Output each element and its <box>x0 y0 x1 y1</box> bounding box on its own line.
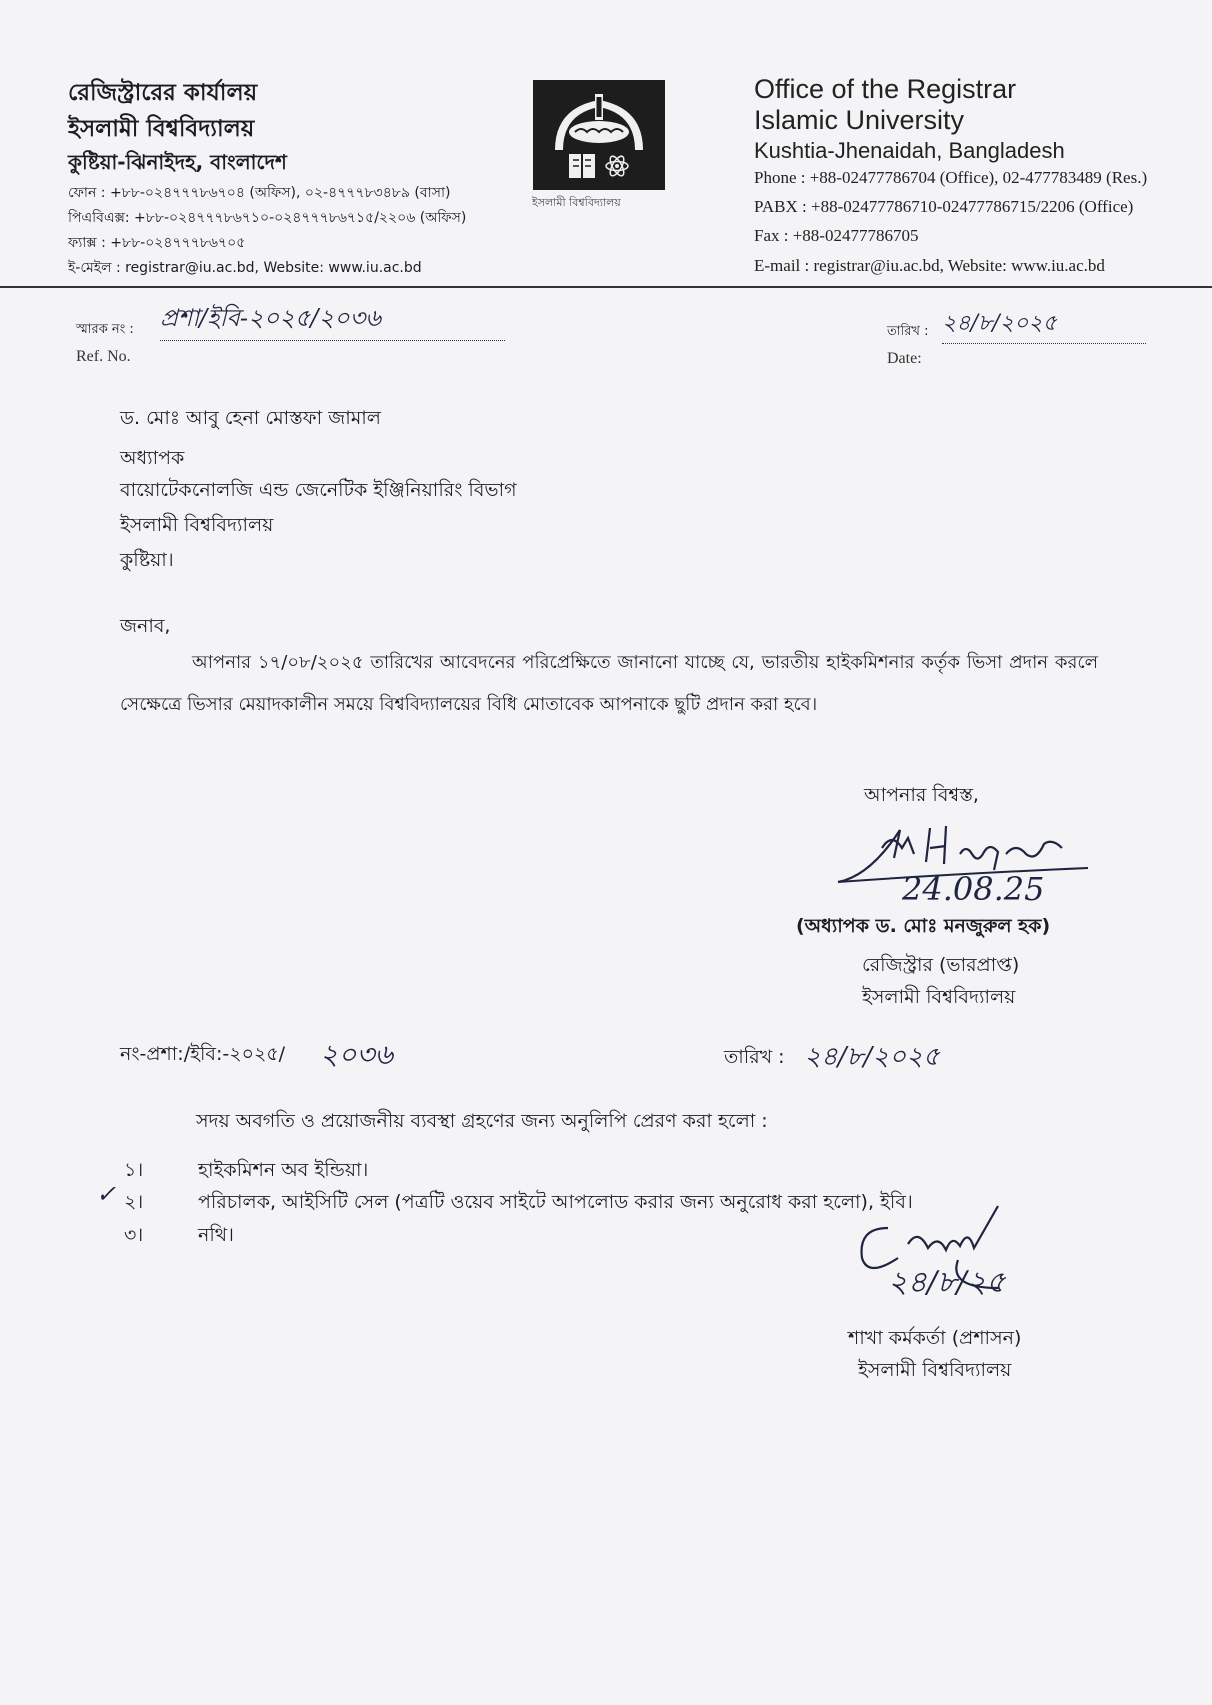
copy-item-text: পরিচালক, আইসিটি সেল (পত্রটি ওয়েব সাইটে আপলোড করার জন্য অনুরোধ করা হলো), ইবি। <box>198 1191 913 1213</box>
copy-date-value: ২৪/৮/২০২৫ <box>804 1042 940 1072</box>
header-en-location: Kushtia-Jhenaidah, Bangladesh <box>754 138 1065 163</box>
header-en-fax: Fax : +88-02477786705 <box>754 226 919 245</box>
date-label-bn: তারিখ : <box>887 324 929 339</box>
header-bn-office: রেজিস্ট্রারের কার্যালয় <box>68 80 258 106</box>
recipient-university: ইসলামী বিশ্ববিদ্যালয় <box>120 514 274 536</box>
recipient-designation: অধ্যাপক <box>120 447 185 469</box>
header-en-phone: Phone : +88-02477786704 (Office), 02-477783489 (Res.) <box>754 168 1148 187</box>
ref-number: প্রশা/ইবি-২০২৫/২০৩৬ <box>160 300 505 341</box>
header-en-email: E-mail : registrar@iu.ac.bd, Website: www.iu.ac.bd <box>754 256 1105 275</box>
header-bn-location: কুষ্টিয়া-ঝিনাইদহ, বাংলাদেশ <box>68 150 287 174</box>
registrar-org: ইসলামী বিশ্ববিদ্যালয় <box>862 986 1016 1008</box>
header-bn-phone: ফোন : +৮৮-০২৪৭৭৭৮৬৭০৪ (অফিস), ০২-৪৭৭৭৮৩৪৮৯ (বাসা) <box>68 185 451 201</box>
header-bn-university: ইসলামী বিশ্ববিদ্যালয় <box>68 116 255 142</box>
recipient-name: ড. মোঃ আবু হেনা মোস্তফা জামাল <box>120 407 381 429</box>
copy-item-number: ১। <box>124 1159 144 1181</box>
copy-intro: সদয় অবগতি ও প্রয়োজনীয় ব্যবস্থা গ্রহণের জন্য অনুলিপি প্রেরণ করা হলো : <box>196 1110 768 1132</box>
date-label-en: Date: <box>887 350 922 367</box>
header-en-pabx: PABX : +88-02477786710-02477786715/2206 (Office) <box>754 197 1134 216</box>
officer-sign-date: ২৪/৮/২৫ <box>888 1265 1006 1300</box>
registrar-name: (অধ্যাপক ড. মোঃ মনজুরুল হক) <box>796 915 1051 937</box>
body-text: আপনার ১৭/০৮/২০২৫ তারিখের আবেদনের পরিপ্রেক্ষিতে জানানো যাচ্ছে যে, ভারতীয় হাইকমিশনার কর্তৃক ভিসা প্রদান করলে সেক্ষেত্রে ভিসার মেয়াদকালীন সময়ে বিশ্ববিদ্যালয়ের বিধি মোতাবেক আপনাকে ছুটি প্রদান করা হবে। <box>120 652 1098 715</box>
copy-item-number: ৩। <box>124 1224 144 1246</box>
date-value: ২৪/৮/২০২৫ <box>942 306 1146 344</box>
ref-label-en: Ref. No. <box>76 348 131 365</box>
header-bn-pabx: পিএবিএক্স: +৮৮-০২৪৭৭৭৮৬৭১০-০২৪৭৭৭৮৬৭১৫/২২০৬ (অফিস) <box>68 210 467 226</box>
body-paragraph <box>120 642 1098 726</box>
ref-label-bn: স্মারক নং : <box>76 322 134 337</box>
logo-caption: ইসলামী বিশ্ববিদ্যালয় <box>532 196 621 209</box>
officer-org: ইসলামী বিশ্ববিদ্যালয় <box>858 1359 1012 1381</box>
copy-number-value: ২০৩৬ <box>320 1038 393 1071</box>
registrar-title: রেজিস্ট্রার (ভারপ্রাপ্ত) <box>862 954 1020 976</box>
header-bn-email: ই-মেইল : registrar@iu.ac.bd, Website: www.iu.ac.bd <box>68 260 422 276</box>
closing: আপনার বিশ্বস্ত, <box>864 784 979 806</box>
university-logo <box>533 80 665 190</box>
copy-number-label: নং-প্রশা:/ইবি:-২০২৫/ <box>120 1043 286 1065</box>
copy-item-number: ২। <box>124 1191 144 1213</box>
recipient-city: কুষ্টিয়া। <box>120 549 174 571</box>
checkmark-icon: ✓ <box>96 1180 117 1208</box>
copy-date-label: তারিখ : <box>724 1046 785 1068</box>
copy-item-text: হাইকমিশন অব ইন্ডিয়া। <box>198 1159 369 1181</box>
header-en-office: Office of the Registrar <box>754 74 1017 104</box>
copy-item-text: নথি। <box>198 1224 234 1246</box>
officer-title: শাখা কর্মকর্তা (প্রশাসন) <box>848 1327 1022 1349</box>
header-en-university: Islamic University <box>754 105 965 135</box>
header-bn-fax: ফ্যাক্স : +৮৮-০২৪৭৭৭৮৬৭০৫ <box>68 235 246 251</box>
header-divider <box>0 286 1212 288</box>
registrar-sign-date: 24.08.25 <box>902 870 1045 908</box>
salutation: জনাব, <box>120 615 171 637</box>
recipient-department: বায়োটেকনোলজি এন্ড জেনেটিক ইঞ্জিনিয়ারিং বিভাগ <box>120 479 517 501</box>
